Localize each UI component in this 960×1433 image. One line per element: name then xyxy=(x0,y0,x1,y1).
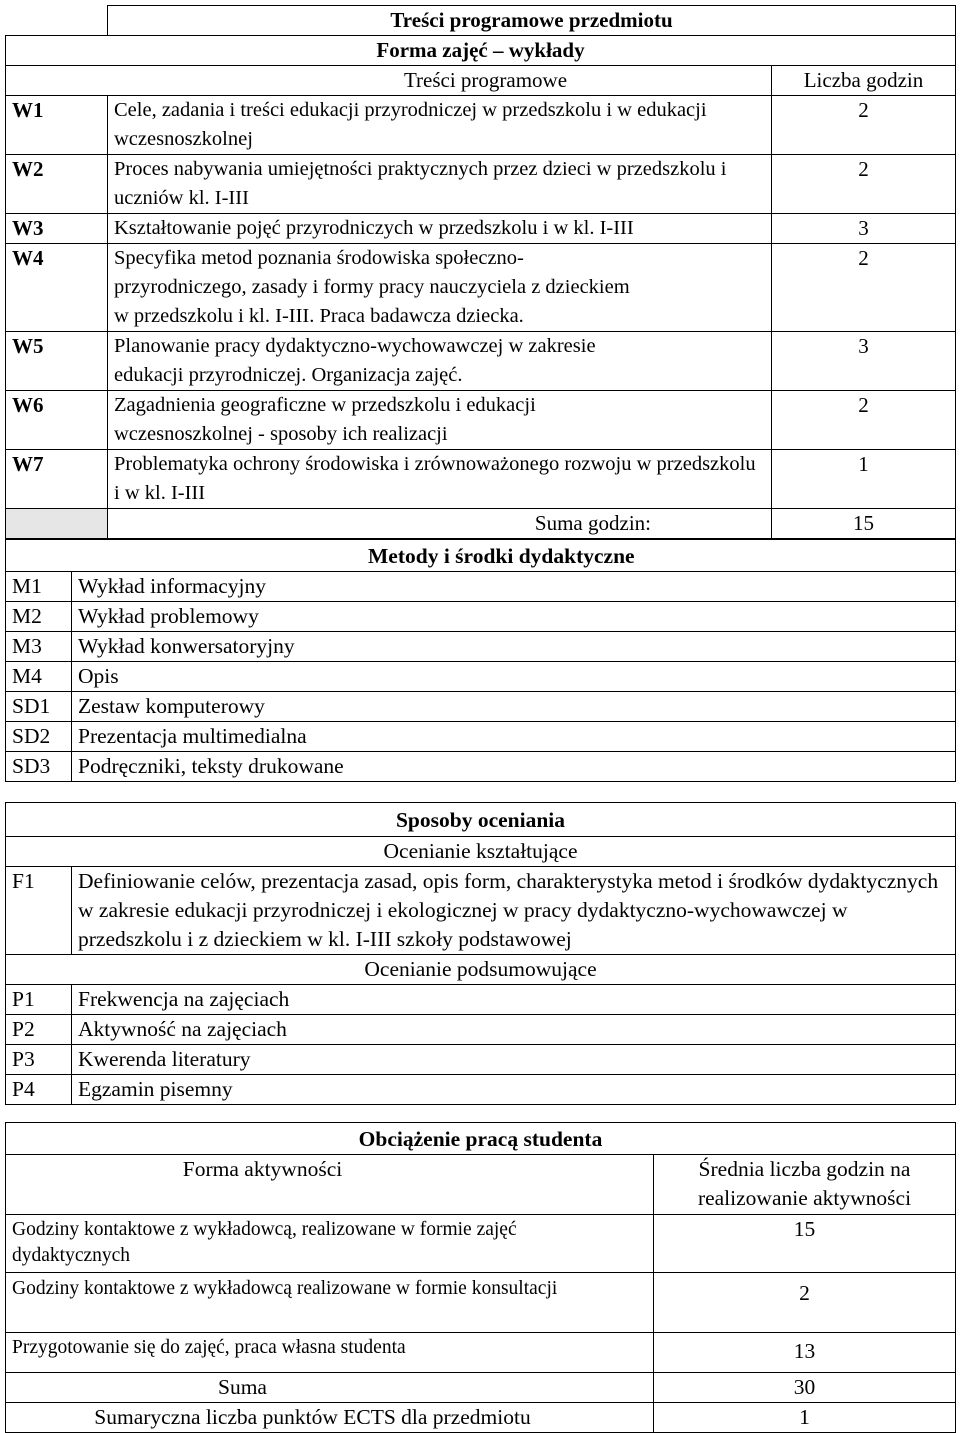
item-text: Kwerenda literatury xyxy=(72,1045,956,1075)
table-row xyxy=(6,450,956,509)
activity-text: Przygotowanie się do zajęć, praca własna studenta xyxy=(6,1333,654,1373)
program-form: Forma zajęć – wykłady xyxy=(6,36,956,66)
item-text: Podręczniki, teksty drukowane xyxy=(72,752,956,782)
list-item xyxy=(6,985,956,1015)
list-item xyxy=(6,602,956,632)
workload-title: Obciążenie pracą studenta xyxy=(6,1123,956,1155)
table-row xyxy=(6,1215,956,1273)
sum-value: 15 xyxy=(772,509,956,540)
list-item xyxy=(6,692,956,722)
item-text: Frekwencja na zajęciach xyxy=(72,985,956,1015)
row-hours: 2 xyxy=(772,391,956,450)
activity-hours: 15 xyxy=(654,1215,956,1273)
activity-hours: 2 xyxy=(654,1273,956,1333)
summative-title: Ocenianie podsumowujące xyxy=(6,955,956,985)
item-text: Wykład konwersatoryjny xyxy=(72,632,956,662)
item-id: P1 xyxy=(6,985,72,1015)
table-row xyxy=(6,96,956,155)
item-id: P4 xyxy=(6,1075,72,1105)
row-id: W4 xyxy=(6,244,108,332)
formative-title: Ocenianie kształtujące xyxy=(6,837,956,867)
item-id: P3 xyxy=(6,1045,72,1075)
sum-spacer xyxy=(6,509,108,540)
item-id: F1 xyxy=(6,867,72,955)
list-item xyxy=(6,1045,956,1075)
row-text: Specyfika metod poznania środowiska społeczno-przyrodniczego, zasady i formy pracy nauczyciela z dzieckiem w przedszkolu i kl. I-III. Praca badawcza dziecka. xyxy=(108,244,772,332)
row-id: W5 xyxy=(6,332,108,391)
workload-col-activity: Forma aktywności xyxy=(6,1155,654,1215)
item-id: P2 xyxy=(6,1015,72,1045)
row-hours: 2 xyxy=(772,244,956,332)
ects-value: 1 xyxy=(654,1403,956,1433)
row-id: W7 xyxy=(6,450,108,509)
row-hours: 2 xyxy=(772,155,956,214)
table-row xyxy=(6,155,956,214)
item-text: Wykład informacyjny xyxy=(72,572,956,602)
assessment-title: Sposoby oceniania xyxy=(6,803,956,837)
item-text: Wykład problemowy xyxy=(72,602,956,632)
list-item xyxy=(6,722,956,752)
row-text: Kształtowanie pojęć przyrodniczych w przedszkolu i w kl. I-III xyxy=(108,214,772,244)
program-col-content: Treści programowe xyxy=(6,66,772,96)
table-row xyxy=(6,332,956,391)
row-text: Planowanie pracy dydaktyczno-wychowawczej w zakresie edukacji przyrodniczej. Organizacja zajęć. xyxy=(108,332,772,391)
workload-col-hours: Średnia liczba godzin na realizowanie aktywności xyxy=(654,1155,956,1215)
list-item xyxy=(6,632,956,662)
item-id: M3 xyxy=(6,632,72,662)
methods-table xyxy=(5,538,956,782)
item-text: Zestaw komputerowy xyxy=(72,692,956,722)
table-row xyxy=(6,1333,956,1373)
program-col-hours: Liczba godzin xyxy=(772,66,956,96)
ects-label: Sumaryczna liczba punktów ECTS dla przedmiotu xyxy=(6,1403,654,1433)
item-text: Egzamin pisemny xyxy=(72,1075,956,1105)
workload-table xyxy=(5,1122,956,1433)
methods-title: Metody i środki dydaktyczne xyxy=(6,539,956,572)
item-id: SD1 xyxy=(6,692,72,722)
row-id: W3 xyxy=(6,214,108,244)
table-row xyxy=(6,391,956,450)
item-id: SD2 xyxy=(6,722,72,752)
sum-label: Suma godzin: xyxy=(108,509,772,540)
list-item xyxy=(6,1015,956,1045)
item-id: M4 xyxy=(6,662,72,692)
item-id: M1 xyxy=(6,572,72,602)
row-text: Cele, zadania i treści edukacji przyrodniczej w przedszkolu i w edukacji wczesnoszkolnej xyxy=(108,96,772,155)
assessment-table xyxy=(5,802,956,1105)
item-id: M2 xyxy=(6,602,72,632)
program-title: Treści programowe przedmiotu xyxy=(108,6,956,36)
list-item xyxy=(6,662,956,692)
workload-sum-value: 30 xyxy=(654,1373,956,1403)
item-text: Opis xyxy=(72,662,956,692)
list-item xyxy=(6,752,956,782)
list-item xyxy=(6,867,956,955)
list-item xyxy=(6,1075,956,1105)
activity-hours: 13 xyxy=(654,1333,956,1373)
program-content-table xyxy=(5,5,956,540)
row-hours: 2 xyxy=(772,96,956,155)
item-text: Definiowanie celów, prezentacja zasad, opis form, charakterystyka metod i środków dydaktycznych w zakresie edukacji przyrodniczej i ekologicznej w pracy dydaktyczno-wychowawczej w przedszkolu i z dzieckiem w kl. I-III szkoły podstawowej xyxy=(72,867,956,955)
row-id: W2 xyxy=(6,155,108,214)
row-hours: 3 xyxy=(772,214,956,244)
row-text: Zagadnienia geograficzne w przedszkolu i edukacji wczesnoszkolnej - sposoby ich realizacji xyxy=(108,391,772,450)
item-text: Prezentacja multimedialna xyxy=(72,722,956,752)
row-hours: 1 xyxy=(772,450,956,509)
row-hours: 3 xyxy=(772,332,956,391)
table-row xyxy=(6,214,956,244)
activity-text: Godziny kontaktowe z wykładowcą, realizowane w formie zajęć dydaktycznych xyxy=(6,1215,654,1273)
item-id: SD3 xyxy=(6,752,72,782)
row-text: Problematyka ochrony środowiska i zrównoważonego rozwoju w przedszkolu i w kl. I-III xyxy=(108,450,772,509)
table-row xyxy=(6,1273,956,1333)
activity-text: Godziny kontaktowe z wykładowcą realizowane w formie konsultacji xyxy=(6,1273,654,1333)
row-id: W6 xyxy=(6,391,108,450)
workload-sum-label: Suma xyxy=(6,1373,654,1403)
row-text: Proces nabywania umiejętności praktycznych przez dzieci w przedszkolu i uczniów kl. I-III xyxy=(108,155,772,214)
table-row xyxy=(6,244,956,332)
item-text: Aktywność na zajęciach xyxy=(72,1015,956,1045)
list-item xyxy=(6,572,956,602)
row-id: W1 xyxy=(6,96,108,155)
